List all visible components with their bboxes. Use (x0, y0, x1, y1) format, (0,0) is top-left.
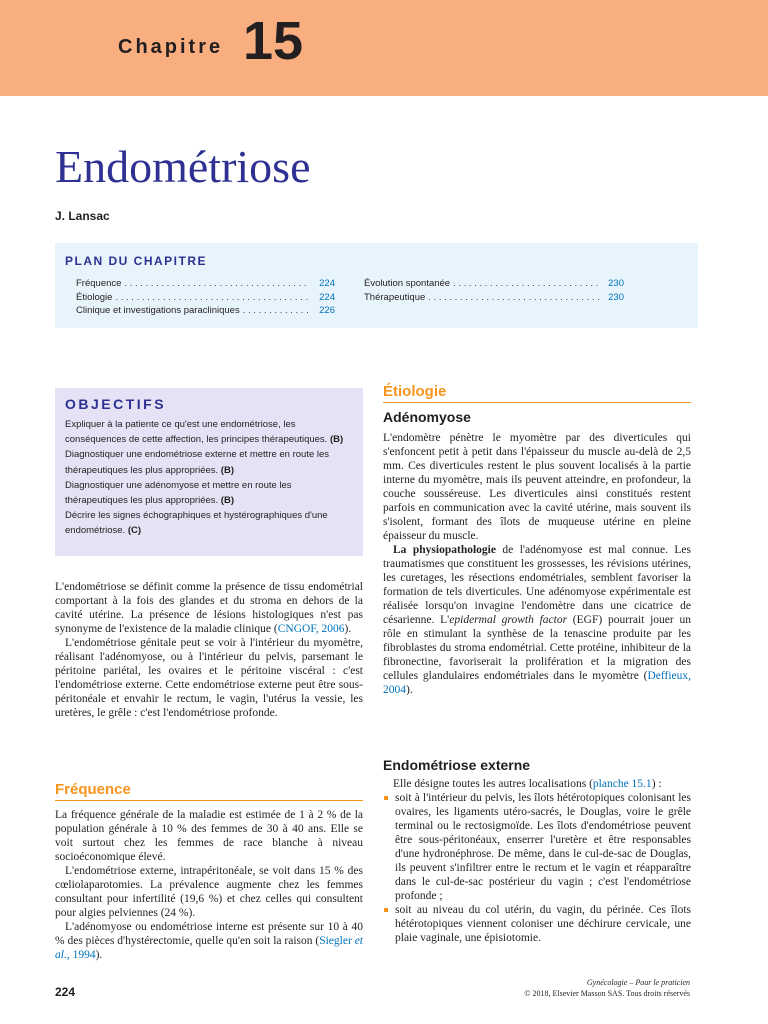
intro-paragraph: L'endométriose se définit comme la présence de tissu endométrial comportant à la fois des glandes et du stroma en dehors de la cavité utérine. La présence de lésions histologiques n'est pas synonyme de l'existence de la maladie clinique (CNGOF, 2006). (55, 581, 363, 635)
objective-item: Expliquer à la patiente ce qu'est une endométriose, les conséquences de cette affection, les principes thérapeutiques. (B) (65, 419, 344, 446)
externe-text (383, 777, 691, 945)
objective-item: Diagnostiquer une endométriose externe et mettre en route les thérapeutiques les plus appropriées. (B) (65, 449, 330, 476)
externe-intro: Elle désigne toutes les autres localisations (planche 15.1) : (393, 778, 662, 790)
citation-link[interactable]: Siegler et al., 1994 (55, 935, 363, 961)
plan-column-right (364, 277, 624, 304)
plan-entry-page[interactable]: 224 (319, 291, 335, 303)
subheading-endometriose-externe: Endométriose externe (383, 757, 531, 773)
section-heading-etiologie: Étiologie (383, 383, 691, 403)
page-number: 224 (55, 985, 76, 999)
plan-entry-page[interactable]: 230 (608, 278, 624, 289)
plan-entry-label: Évolution spontanée (364, 278, 451, 289)
plan-entry[interactable] (76, 304, 335, 318)
plan-entry-label: Thérapeutique (364, 291, 426, 303)
plan-title: PLAN DU CHAPITRE (65, 254, 208, 268)
adenomyose-text (383, 431, 691, 697)
frequence-paragraph: L'adénomyose ou endométriose interne est présente sur 10 à 40 % des pièces d'hystérectomie, quelle qu'en soit la raison (Siegler et al., 1994). (55, 921, 363, 961)
plan-entry-label: Fréquence (76, 278, 122, 289)
book-title: Gynécologie – Pour le praticien (586, 978, 690, 987)
chapter-plan (55, 243, 698, 328)
adenomyose-paragraph: L'endomètre pénètre le myomètre par des diverticules qui s'enfoncent petit à petit dans l'épaisseur du muscle au-delà de 2,5 mm. Ces diverticules restent le plus souvent localisés à la partie interne du myomètre, mais ils peuvent atteindre, en profondeur, la couche sousséreuse. Les diverticules ainsi constitués restent parfois en communication avec la cavité utérine, mais souvent ils s'isolent, formant des îlots de muqueuse utérine en pleine épaisseur du muscle. (383, 432, 691, 542)
bullet-item: soit à l'intérieur du pelvis, les îlots hétérotopiques colonisant les ovaires, les ligaments utéro-sacrés, le Douglas, voire le grêle terminal ou le rectosigmoïde. Les îlots d'endométriose peuvent être sous-péritonéaux, enserrer l'uretère et être responsables d'une hydronéphrose. De même, dans le cul-de-sac de Douglas, ils peuvent s'infiltrer entre le rectum et le vagin et réapparaître dans le cul-de-sac postérieur du vagin ; c'est l'endométriose profonde ; (383, 791, 691, 903)
chapter-label: Chapitre (118, 36, 224, 58)
figure-link[interactable]: planche 15.1 (592, 778, 652, 790)
frequence-paragraph: La fréquence générale de la maladie est estimée de 1 à 2 % de la population générale à 10 % des femmes de 30 à 40 ans. Elle se voit surtout chez les femmes de race blanche à niveau socioéconomique élevé. (55, 809, 363, 863)
page-footer (524, 977, 690, 999)
objective-item: Décrire les signes échographiques et hystérographiques d'une endométriose. (C) (65, 510, 328, 537)
intro-text (55, 580, 363, 720)
plan-entry-label: Étiologie (76, 291, 113, 303)
objectives-list (65, 417, 357, 539)
intro-paragraph: L'endométriose génitale peut se voir à l'intérieur du myomètre, réalisant l'adénomyose, ou à l'intérieur du pelvis, parsemant le péritoine pariétal, les ovaires et le péritoine viscéral : c'est l'endométriose externe. Cette endométriose externe peut être sous-péritonéale et envahir le rectum, le vagin, l'utérus la vessie, les uretères, le grêle : c'est l'endométriose profonde. (55, 637, 363, 719)
copyright: © 2018, Elsevier Masson SAS. Tous droits réservés (524, 989, 690, 998)
objectives-box (55, 388, 363, 556)
objective-item: Diagnostiquer une adénomyose et mettre en route les thérapeutiques les plus appropriées. (B) (65, 479, 292, 507)
plan-entry[interactable] (76, 277, 335, 291)
chapter-header-band (0, 0, 768, 96)
plan-entry-page[interactable]: 226 (319, 305, 335, 316)
plan-entry[interactable] (364, 291, 624, 305)
plan-entry-label: Clinique et investigations paracliniques (76, 305, 240, 316)
citation-link[interactable]: Deffieux, 2004 (383, 670, 691, 696)
bullet-item: soit au niveau du col utérin, du vagin, du périnée. Ces îlots hétérotopiques viennent coloniser une déchirure cervicale, une plaie vaginale, une épisiotomie. (383, 903, 691, 945)
plan-entry-page[interactable]: 230 (608, 291, 624, 303)
objectives-title: OBJECTIFS (65, 396, 167, 412)
citation-link[interactable]: CNGOF, 2006 (277, 623, 345, 635)
author: J. Lansac (55, 209, 110, 223)
chapter-title: Endométriose (55, 141, 311, 192)
adenomyose-paragraph: La physiopathologie de l'adénomyose est mal connue. Les traumatismes que constituent les grossesses, les révisions utérines, les curetages, les résections endométriales, semblent favoriser la formation de tels diverticules. Une adénomyose expérimentale est réalisée lorsqu'on invagine l'endomètre dans une cicatrice de césarienne. L'epidermal growth factor (EGF) pourrait jouer un rôle en stimulant la synthèse de la tenascine produite par les fibroblastes du stroma endométrial. Cette protéine, inhibiteur de la fibronectine, favoriserait la prolifération et la migration des cellules glandulaires endométriales dans le myomètre (Deffieux, 2004). (383, 544, 692, 696)
plan-column-left (76, 277, 335, 318)
subheading-adenomyose: Adénomyose (383, 409, 471, 425)
plan-entry[interactable] (76, 291, 335, 305)
plan-entry-page[interactable]: 224 (319, 278, 335, 289)
section-heading-frequence: Fréquence (55, 781, 363, 801)
frequence-paragraph: L'endométriose externe, intrapéritonéale, se voit dans 15 % des cœliolaparotomies. La prévalence augmente chez les femmes consultant pour infertilité (19,6 %) et chez celles qui consultent pour algies pelviennes (24 %). (55, 865, 363, 919)
chapter-number: 15 (243, 11, 304, 71)
plan-entry[interactable] (364, 277, 624, 291)
frequence-text (55, 808, 363, 962)
